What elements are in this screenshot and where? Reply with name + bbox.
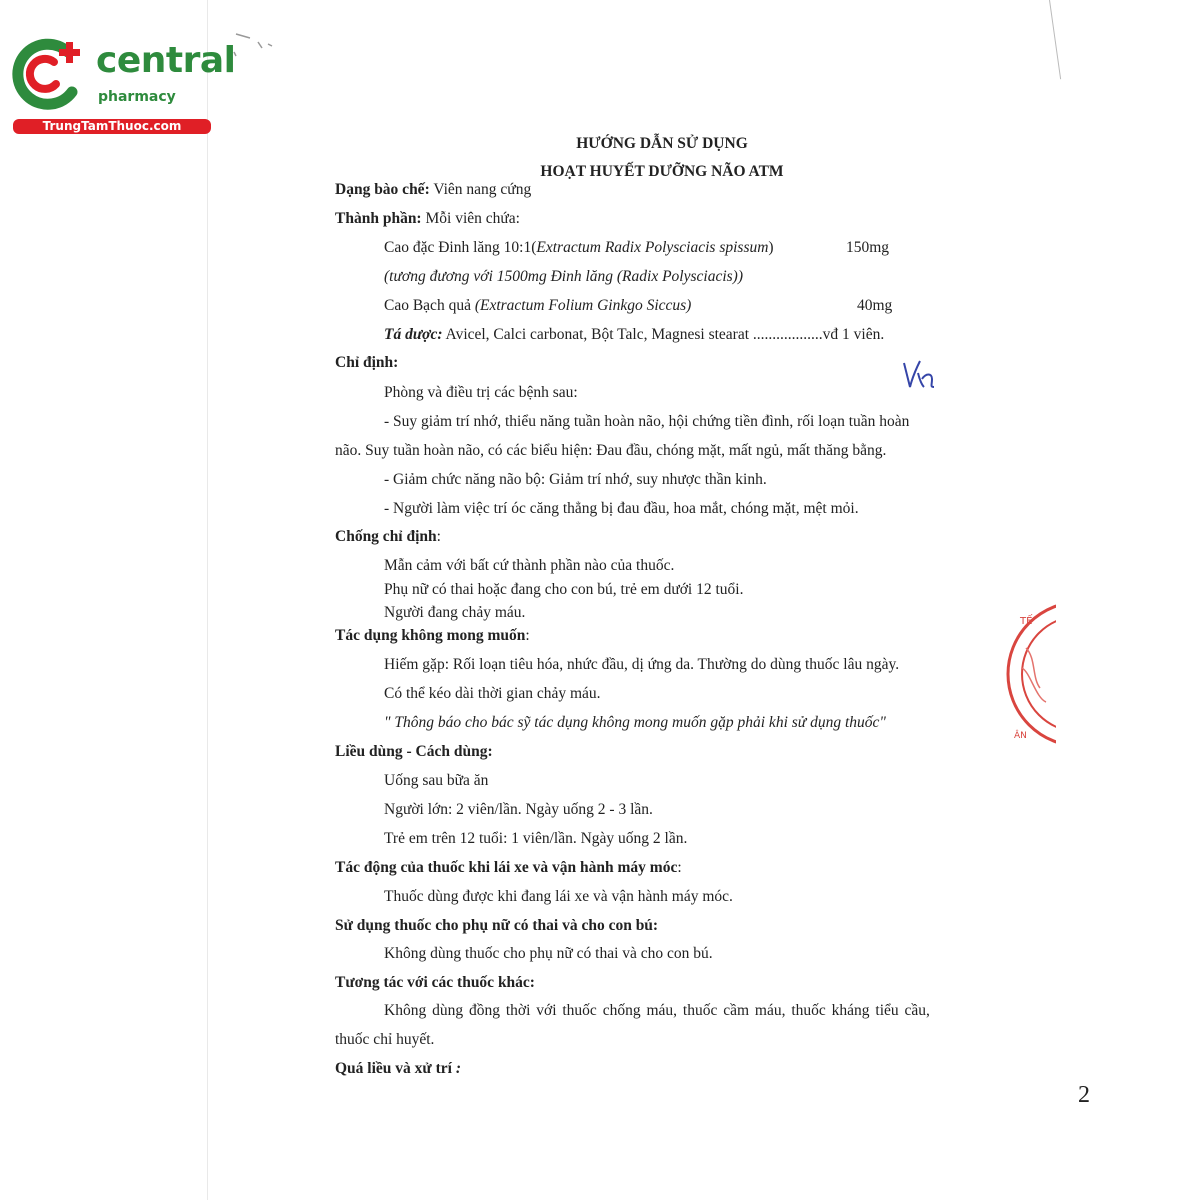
interactions-line-2: thuốc chỉ huyết. <box>335 1031 435 1048</box>
excipients-value: Avicel, Calci carbonat, Bột Talc, Magnesi stearat ..................vđ 1 viên. <box>442 326 885 343</box>
side-effects-label: Tác dụng không mong muốn <box>335 627 526 644</box>
pregnancy-text: Không dùng thuốc cho phụ nữ có thai và cho con bú. <box>384 945 713 962</box>
dosage-form-line <box>335 180 531 200</box>
logo-sub-text: pharmacy <box>98 89 176 105</box>
page-edge-shadow <box>207 0 208 1200</box>
driving-colon: : <box>677 859 682 876</box>
driving-heading <box>335 858 682 878</box>
contraindication-2: Phụ nữ có thai hoặc đang cho con bú, trẻ em dưới 12 tuổi. <box>384 581 744 598</box>
interactions-line-1: Không dùng đồng thời với thuốc chống máu, thuốc cầm máu, thuốc kháng tiểu cầu, <box>384 1002 930 1019</box>
svg-text:ÂN: ÂN <box>1014 731 1027 741</box>
contraindication-3: Người đang chảy máu. <box>384 604 526 621</box>
overdose-label: Quá liều và xử trí <box>335 1060 452 1077</box>
contraindication-1: Mẫn cảm với bất cứ thành phần nào của thuốc. <box>384 557 675 574</box>
ingredient-2-name: Cao Bạch quả <box>384 297 475 314</box>
indications-heading: Chỉ định: <box>335 354 399 371</box>
excipients-line <box>384 325 884 345</box>
svg-text:TẾ: TẾ <box>1020 616 1033 627</box>
official-seal-stamp <box>996 598 1056 750</box>
driving-label: Tác động của thuốc khi lái xe và vận hành máy móc <box>335 859 678 876</box>
excipients-label: Tá dược: <box>384 326 443 343</box>
indication-1-line-2: não. Suy tuần hoàn não, có các biểu hiện: Đau đầu, chóng mặt, mất ngủ, mất thăng bằng. <box>335 442 887 459</box>
logo-url-badge: TrungTamThuoc.com <box>13 119 211 134</box>
dosage-heading: Liều dùng - Cách dùng: <box>335 743 493 760</box>
signature-initials <box>900 357 940 393</box>
contraindications-colon: : <box>436 528 441 545</box>
dosage-3: Trẻ em trên 12 tuổi: 1 viên/lần. Ngày uống 2 lần. <box>384 830 688 847</box>
ingredient-1-amount: 150mg <box>846 239 890 256</box>
contraindications-heading <box>335 527 441 547</box>
ingredient-1-latin: Extractum Radix Polysciacis spissum <box>536 239 769 256</box>
ingredient-2 <box>384 296 691 316</box>
paper-edge-line <box>1049 0 1061 79</box>
composition-value: Mỗi viên chứa: <box>421 210 520 227</box>
indication-1-line-1: - Suy giảm trí nhớ, thiểu năng tuần hoàn não, hội chứng tiền đình, rối loạn tuần hoàn <box>384 413 910 430</box>
dosage-1: Uống sau bữa ăn <box>384 772 489 789</box>
logo-brand-text: central <box>96 40 236 81</box>
product-name: HOẠT HUYẾT DƯỠNG NÃO ATM <box>540 163 784 180</box>
ingredient-1 <box>384 238 774 258</box>
page-number: 2 <box>1078 1082 1090 1108</box>
ingredient-2-amount: 40mg <box>857 297 893 314</box>
overdose-colon: : <box>451 1060 461 1077</box>
side-effect-2: Có thể kéo dài thời gian chảy máu. <box>384 685 601 702</box>
dosage-form-value: Viên nang cứng <box>429 181 532 198</box>
interactions-heading: Tương tác với các thuốc khác: <box>335 974 535 991</box>
ingredient-1-equivalent: (tương đương với 1500mg Đinh lăng (Radix Polysciacis)) <box>384 268 743 285</box>
side-effects-heading <box>335 626 530 646</box>
side-effect-notice: " Thông báo cho bác sỹ tác dụng không mong muốn gặp phải khi sử dụng thuốc" <box>384 714 886 731</box>
indications-intro: Phòng và điều trị các bệnh sau: <box>384 384 578 401</box>
composition-line <box>335 209 520 229</box>
pregnancy-heading: Sử dụng thuốc cho phụ nữ có thai và cho con bú: <box>335 917 659 934</box>
dosage-form-label: Dạng bào chế: <box>335 181 430 198</box>
document-title: HƯỚNG DẪN SỬ DỤNG <box>576 135 748 152</box>
composition-label: Thành phần: <box>335 210 422 227</box>
driving-text: Thuốc dùng được khi đang lái xe và vận hành máy móc. <box>384 888 733 905</box>
ingredient-1-paren: ) <box>768 239 774 256</box>
overdose-heading <box>335 1059 461 1079</box>
indication-2: - Giảm chức năng não bộ: Giảm trí nhớ, suy nhược thần kinh. <box>384 471 767 488</box>
side-effect-1: Hiếm gặp: Rối loạn tiêu hóa, nhức đầu, dị ứng da. Thường do dùng thuốc lâu ngày. <box>384 656 900 673</box>
ingredient-2-latin: (Extractum Folium Ginkgo Siccus) <box>474 297 692 314</box>
logo-mark-icon <box>10 38 92 116</box>
dosage-2: Người lớn: 2 viên/lần. Ngày uống 2 - 3 lần. <box>384 801 653 818</box>
contraindications-label: Chống chỉ định <box>335 528 437 545</box>
ingredient-1-name: Cao đặc Đinh lăng 10:1( <box>384 239 537 256</box>
central-pharmacy-logo <box>10 38 236 138</box>
indication-3: - Người làm việc trí óc căng thẳng bị đau đầu, hoa mắt, chóng mặt, mệt mỏi. <box>384 500 859 517</box>
scan-artifact <box>232 30 292 60</box>
side-effects-colon: : <box>525 627 530 644</box>
